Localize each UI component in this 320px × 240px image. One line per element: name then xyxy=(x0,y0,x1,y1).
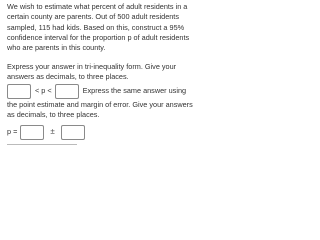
instruction-inequality: Express your answer in tri-inequality form. Give your answers as decimals, to three places. xyxy=(7,62,177,82)
point-estimate-row xyxy=(7,124,85,140)
cropped-content-edge xyxy=(7,144,77,149)
p-label: p = xyxy=(7,126,18,136)
same-answer-text: Express the same answer using xyxy=(82,85,187,95)
margin-of-error-input[interactable] xyxy=(61,125,85,140)
point-estimate-input[interactable] xyxy=(20,125,44,140)
inequality-symbol: < p < xyxy=(35,85,52,95)
upper-bound-input[interactable] xyxy=(55,84,79,99)
problem-intro: We wish to estimate what percent of adult residents in a certain county are parents. Out of 500 adult residents sampled, 115 had kids. Based on this, construct a 95% confidence interval for the proportion p of adult residents who are parents in this county. xyxy=(7,2,190,53)
instruction-pm: the point estimate and margin of error. Give your answers as decimals, to three places. xyxy=(7,100,193,120)
inequality-row xyxy=(7,83,186,99)
plus-minus-symbol: ± xyxy=(50,126,55,136)
lower-bound-input[interactable] xyxy=(7,84,31,99)
